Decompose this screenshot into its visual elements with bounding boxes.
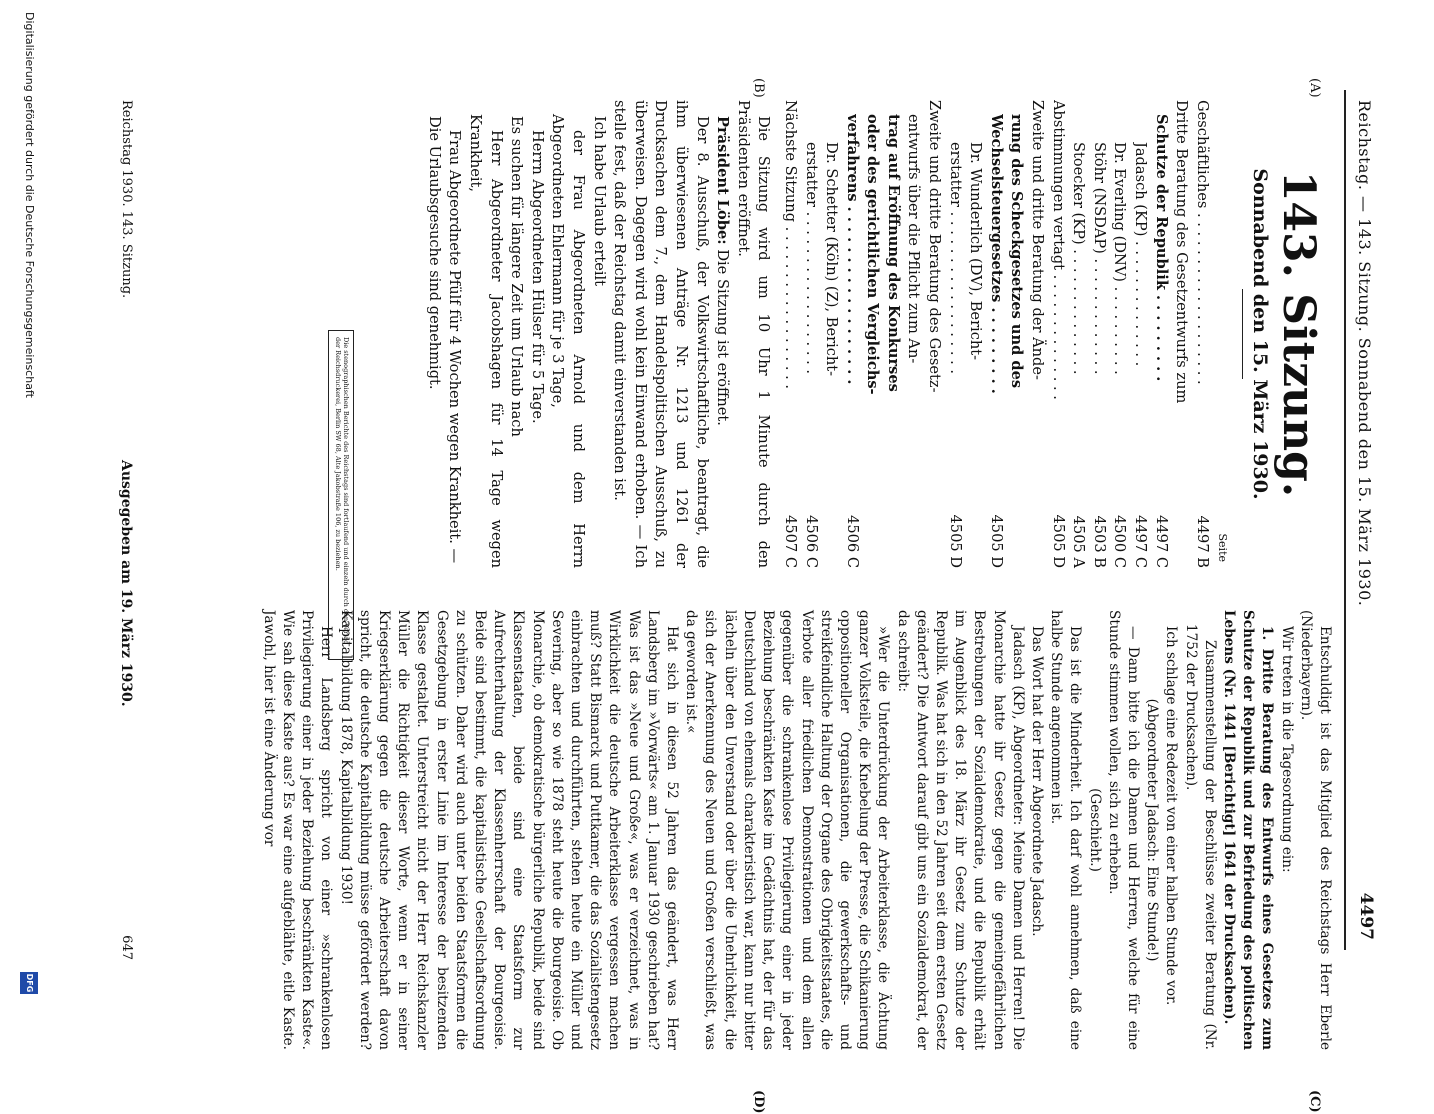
- president-text: Die Sitzung ist eröffnet.: [714, 249, 732, 426]
- page-number: 4497: [1356, 892, 1376, 940]
- toc-entry-page: [924, 500, 945, 568]
- toc-entry-page: [1006, 500, 1027, 568]
- paragraph: Ich schlage eine Redezeit von einer halben Stunde vor.: [1163, 626, 1180, 1006]
- toc-entry-page: [965, 500, 986, 568]
- session-title: 143. Sitzung.: [1273, 170, 1324, 498]
- toc-entry: [841, 100, 862, 568]
- toc-entry-text: Dr. Wunderlich (DV), Bericht-: [967, 142, 985, 361]
- table-of-contents: [779, 100, 1211, 568]
- toc-entry-page: 4505 D: [946, 514, 964, 568]
- toc-entry: [1171, 100, 1192, 568]
- toc-entry-text: Geschäftliches . . . . . . . . . . . . . . . . . . .: [1193, 100, 1211, 385]
- toc-entry-text: Dr. Everling (DNV) . . . . . . . . . .: [1111, 142, 1129, 375]
- paragraph: Zusammenstellung der Beschlüsse zweiter Beratung (Nr. 1752 der Drucksachen).: [1182, 624, 1218, 1050]
- president-line: [712, 100, 733, 568]
- paragraph: Das ist die Minderheit. Ich darf wohl annehmen, daß eine halbe Stunde angenommen ist.: [1048, 610, 1084, 1050]
- seite-label: Seite: [1216, 533, 1230, 562]
- paragraph: Hat sich in diesen 52 Jahren das geändert, was Herr Landsberg im »Vorwärts« am 1. Januar 1930 geschrieben hat? Was ist das »Neue und Große«, was er verzeichnet, was in Wirklichkeit die deutsche Arbeiterklasse vergessen machen muß? Statt Bismarck und Puttkamer, die das Sozialistengesetz einbrachten und durchführten, stehen heute ein Müller und Severing, aber so wie 1878 steht heute die Bourgeoisie. Ob Monarchie, ob demokratische bürgerliche Republik, beide sind Klassenstaaten, beide sind eine Staatsform zur Aufrechterhaltung der Klassenherrschaft der Bourgeoisie. Beide sind bestimmt, die kapitalistische Gesellschaftsordnung zu schützen. Daher wird auch unter beiden Staatsformen die Gesetzgebung in erster Linie im Interesse der besitzenden Klasse gestaltet. Unterstreicht nicht der Herr Reichskanzler Müller die Richtigkeit dieser Worte, wenn er in seiner Kriegserklärung gegen die deutsche Arbeiterschaft davon spricht, die deutsche Kapitalbildung müsse gefördert werden? Kapitalbildung 1878, Kapitalbildung 1930!: [337, 610, 681, 1050]
- toc-entry: [800, 100, 821, 568]
- toc-entry-text: entwurfs über die Pflicht zum An-: [905, 114, 923, 364]
- toc-entry: [965, 100, 986, 568]
- margin-mark-c: (C): [1307, 1090, 1322, 1113]
- toc-entry: [1150, 100, 1171, 568]
- paragraph: Herr Abgeordneter Jacobshagen für 14 Tage wegen Krankheit,: [467, 114, 505, 568]
- toc-entry: [1129, 100, 1150, 568]
- paragraph: Der 8. Ausschuß, der Volkswirtschaftliche, beantragt, die ihm überwiesenen Anträge Nr. 1213 und 1261 der Drucksachen dem 7., dem Handelspolitischen Ausschuß, zu überweisen. Dagegen wird wohl kein Einwand erhoben. — Ich stelle fest, daß der Reichstag damit einverstanden ist.: [611, 100, 711, 568]
- toc-entry-page: 4503 B: [1090, 515, 1108, 568]
- toc-entry-text: Wechselsteuergesetzes . . . . . . . . .: [987, 114, 1005, 394]
- toc-entry-text: verfahrens . . . . . . . . . . . . . . . . . .: [843, 114, 861, 385]
- toc-entry-page: [1026, 500, 1047, 568]
- paragraph: Das Wort hat der Herr Abgeordnete Jadasch.: [1028, 626, 1045, 937]
- toc-entry: [882, 100, 903, 568]
- agenda-item: 1. Dritte Beratung des Entwurfs eines Gesetzes zum Schutze der Republik und zur Befriedung des politischen Lebens (Nr. 1441 [Berichtigt] 1641 der Drucksachen).: [1220, 610, 1276, 1050]
- paragraph: Ich habe Urlaub erteilt: [590, 116, 608, 287]
- president-name: Präsident Löbe:: [714, 116, 732, 245]
- opening-text: Die Sitzung wird um 10 Uhr 1 Minute durch den Präsidenten eröffnet.: [734, 100, 773, 568]
- toc-entry-page: 4506 C: [802, 515, 820, 568]
- paragraph: Frau Abgeordnete Pfülf für 4 Wochen wegen Krankheit. —: [446, 130, 464, 564]
- toc-entry-text: Stöhr (NSDAP) . . . . . . . . . . . . .: [1090, 142, 1108, 375]
- toc-entry-page: 4507 C: [781, 515, 799, 568]
- toc-entry-page: [903, 500, 924, 568]
- toc-entry-text: Stoecker (KP) . . . . . . . . . . . . . .: [1070, 142, 1088, 375]
- toc-entry-text: Dr. Schetter (Köln) (Z), Bericht-: [823, 142, 841, 377]
- dfg-logo: DFG: [20, 972, 38, 994]
- toc-entry-page: 4505 A: [1070, 515, 1088, 568]
- paragraph: Wir treten in die Tagesordnung ein:: [1278, 626, 1295, 873]
- toc-entry: [1109, 100, 1130, 568]
- interjection: (Abgeordneter Jadasch: Eine Stunde!): [1144, 698, 1161, 962]
- quote: »Wer die Unterdrückung der Arbeiterklasse, die Ächtung ganzer Volksteile, die Knebelung der Presse, die Schikanierung oppositioneller Organisationen, die gewerkschafts- und streikfeindliche Haltung der Organe des Obrigkeitsstaates, die Verbote aller friedlichen Demonstrationen und dem allen gegenüber die schrankenlose Privilegierung einer in jeder Beziehung beschränkten Kaste im Gedächtnis hat, der für das Deutschland von ehemals charakteristisch war, kann nur bitter lächeln über den Unverstand oder über die Unehrlichkeit, die sich der Anerkennung des Neuen und Großen verschließt, was da geworden ist.«: [683, 610, 892, 1050]
- paragraph: Jadasch (KP), Abgeordneter: Meine Damen und Herren! Die Monarchie hatte ihr Gesetz gegen die gemeingefährlichen Bestrebungen der Sozialdemokratie, und die Republik erhält im Augenblick des 18. März ihr Gesetz zum Schutze der Republik. Was hat sich in den 52 Jahren seit dem ersten Gesetz geändert? Die Antwort darauf gibt uns ein Sozialdemokrat, der da schreibt:: [894, 610, 1026, 1050]
- toc-entry-page: 4497 C: [1152, 515, 1170, 568]
- paragraph: Die Urlaubsgesuche sind genehmigt.: [425, 116, 443, 390]
- toc-entry: [779, 100, 800, 568]
- footer-issued: Ausgegeben am 19. März 1930.: [118, 460, 134, 707]
- toc-entry-page: 4497 B: [1193, 515, 1211, 568]
- interjection: (Geschieht.): [1086, 788, 1103, 872]
- toc-entry: [1191, 100, 1212, 568]
- toc-entry-page: 4497 C: [1132, 515, 1150, 568]
- toc-entry: [1068, 100, 1089, 568]
- running-title: Reichstag. — 143. Sitzung. Sonnabend den 15. März 1930.: [1355, 100, 1374, 607]
- margin-mark-a: (A): [1307, 78, 1322, 98]
- toc-entry-text: erstatter . . . . . . . . . . . . . . . . . .: [946, 142, 964, 375]
- toc-entry-text: erstatter . . . . . . . . . . . . . . . . . .: [802, 142, 820, 375]
- paragraph: Herrn Abgeordneten Hülser für 5 Tage.: [528, 130, 546, 424]
- paragraph: Herr Landsberg spricht von einer »schrankenlosen Privilegierung einer in jeder Beziehung beschränkten Kaste«. Wie sah diese Kaste aus? Es war eine aufgeblähte, eitle Kaste. Jawohl, hier ist eine Änderung vor: [260, 610, 335, 1050]
- digitization-text: Digitalisierung gefördert durch die Deutsche Forschungsgemeinschaft: [23, 12, 36, 398]
- digitization-credit: [16, 0, 40, 1000]
- paragraph: Entschuldigt ist das Mitglied des Reichstags Herr Eberle (Niederbayern).: [1297, 610, 1333, 1050]
- toc-entry: [862, 100, 883, 568]
- toc-entry: [944, 100, 965, 568]
- paragraph: — Dann bitte ich die Damen und Herren, welche für eine Stunde stimmen wollen, sich zu erheben.: [1105, 610, 1141, 1050]
- toc-entry-page: 4505 D: [1049, 514, 1067, 568]
- toc-entry-text: rung des Scheckgesetzes und des: [1008, 114, 1026, 389]
- toc-entry: [821, 100, 842, 568]
- toc-entry-text: Nächste Sitzung . . . . . . . . . . . . . . . . . .: [781, 100, 799, 390]
- toc-entry-text: Jadasch (KP) . . . . . . . . . . . . . .: [1132, 142, 1150, 367]
- footer-left: Reichstag 1930. 143. Sitzung.: [119, 100, 134, 299]
- title-divider: [1242, 289, 1243, 379]
- paragraph: der Frau Abgeordneten Arnold und dem Herrn Abgeordneten Ehlermann für je 3 Tage,: [549, 114, 587, 568]
- toc-entry-text: Schutze der Republik . . . . . . . . .: [1152, 114, 1170, 382]
- toc-entry-text: Zweite und dritte Beratung der Ände-: [1029, 100, 1047, 380]
- toc-entry-page: [882, 500, 903, 568]
- margin-mark-b: (B): [751, 78, 766, 98]
- toc-entry: [1006, 100, 1027, 568]
- toc-entry-text: oder des gerichtlichen Vergleichs-: [864, 114, 882, 395]
- toc-entry-page: 4505 D: [987, 514, 1005, 568]
- left-column: [423, 100, 1334, 568]
- toc-entry: [1026, 100, 1047, 568]
- toc-entry-text: Dritte Beratung des Gesetzentwurfs zum: [1173, 100, 1191, 404]
- toc-entry-page: [862, 500, 883, 568]
- session-date: Sonnabend den 15. März 1930.: [1249, 168, 1271, 500]
- publisher-notice: Die stenographischen Berichte des Reichstags sind fortlaufend und einzeln durch den Verlag der Reichsdruckerei, Berlin SW 68, Alte Jakobstraße 106, zu beziehen.: [328, 330, 354, 660]
- footer-number: 647: [119, 935, 134, 960]
- header-rule: [1344, 90, 1346, 950]
- toc-entry-page: 4506 C: [843, 515, 861, 568]
- toc-entry-text: Abstimmungen vertagt . . . . . . . . . . . . . .: [1049, 100, 1067, 400]
- toc-entry: [1088, 100, 1109, 568]
- toc-entry-page: [821, 500, 842, 568]
- right-column: [259, 610, 1334, 1050]
- page-header: [1348, 90, 1376, 950]
- toc-entry: [985, 100, 1006, 568]
- toc-entry-page: 4500 C: [1111, 515, 1129, 568]
- paragraph: Es suchen für längere Zeit um Urlaub nach: [508, 116, 526, 437]
- toc-entry: [1047, 100, 1068, 568]
- margin-mark-d: (D): [751, 1090, 766, 1114]
- toc-entry: [903, 100, 924, 568]
- toc-entry-page: [1171, 500, 1192, 568]
- toc-entry-text: Zweite und dritte Beratung des Gesetz-: [926, 100, 944, 393]
- toc-entry: [924, 100, 945, 568]
- toc-entry-text: trag auf Eröffnung des Konkurses: [884, 114, 902, 392]
